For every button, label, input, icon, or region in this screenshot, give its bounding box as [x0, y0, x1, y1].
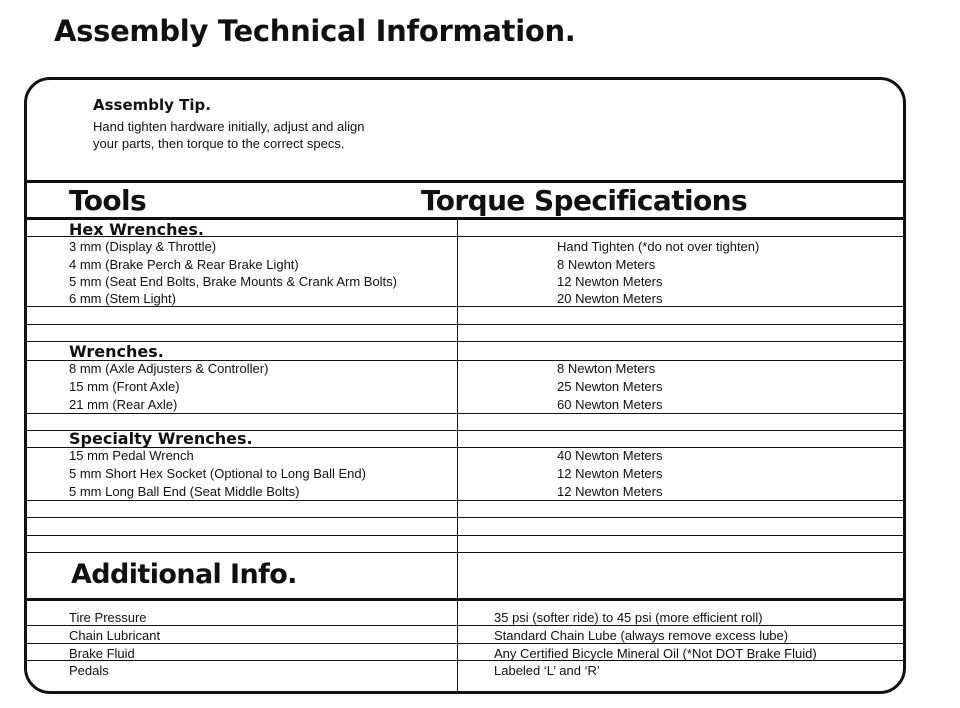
table-row — [27, 465, 903, 483]
tool-cell: 15 mm (Front Axle) — [69, 379, 180, 394]
section-title-hex: Hex Wrenches. — [69, 220, 204, 239]
spec-cell: 12 Newton Meters — [557, 484, 663, 499]
info-value: Labeled ‘L’ and ‘R’ — [494, 663, 600, 678]
info-value: 35 psi (softer ride) to 45 psi (more efficient roll) — [494, 610, 763, 625]
tool-cell: 6 mm (Stem Light) — [69, 291, 176, 306]
table-row — [27, 396, 903, 414]
divider — [27, 517, 903, 518]
spec-cell: 8 Newton Meters — [557, 361, 656, 376]
spec-cell: 40 Newton Meters — [557, 448, 663, 463]
spec-cell: 12 Newton Meters — [557, 466, 663, 481]
tool-cell: 5 mm Long Ball End (Seat Middle Bolts) — [69, 484, 300, 499]
spec-cell: 20 Newton Meters — [557, 291, 663, 306]
info-label: Tire Pressure — [69, 610, 147, 625]
spec-cell: Hand Tighten (*do not over tighten) — [557, 239, 760, 254]
info-value: Any Certified Bicycle Mineral Oil (*Not DOT Brake Fluid) — [494, 646, 817, 661]
tech-info-card — [24, 77, 906, 694]
spec-cell: 25 Newton Meters — [557, 379, 663, 394]
section-title-specialty: Specialty Wrenches. — [69, 429, 253, 448]
table-row — [27, 483, 903, 501]
tool-cell: 5 mm Short Hex Socket (Optional to Long Ball End) — [69, 466, 366, 481]
table-row — [27, 238, 903, 256]
divider — [27, 180, 903, 183]
divider — [27, 598, 903, 601]
assembly-tip-line-1: Hand tighten hardware initially, adjust and align — [93, 119, 365, 134]
info-value: Standard Chain Lube (always remove excess lube) — [494, 628, 789, 643]
tool-cell: 4 mm (Brake Perch & Rear Brake Light) — [69, 257, 299, 272]
tools-header: Tools — [69, 184, 147, 217]
assembly-tip-line-2: your parts, then torque to the correct specs. — [93, 136, 345, 151]
table-row — [27, 609, 903, 627]
assembly-tip-heading: Assembly Tip. — [93, 96, 211, 114]
info-label: Pedals — [69, 663, 109, 678]
tool-cell: 15 mm Pedal Wrench — [69, 448, 194, 463]
tool-cell: 8 mm (Axle Adjusters & Controller) — [69, 361, 269, 376]
page-title: Assembly Technical Information. — [54, 14, 576, 48]
spec-cell: 12 Newton Meters — [557, 274, 663, 289]
torque-header: Torque Specifications — [421, 184, 748, 217]
additional-info-title: Additional Info. — [71, 559, 297, 590]
info-label: Brake Fluid — [69, 646, 135, 661]
table-row — [27, 627, 903, 645]
table-row — [27, 447, 903, 465]
spec-cell: 8 Newton Meters — [557, 257, 656, 272]
info-label: Chain Lubricant — [69, 628, 161, 643]
spec-cell: 60 Newton Meters — [557, 397, 663, 412]
table-row — [27, 290, 903, 308]
section-title-wrenches: Wrenches. — [69, 342, 164, 361]
table-row — [27, 273, 903, 291]
divider — [27, 324, 903, 325]
table-row — [27, 360, 903, 378]
table-row — [27, 645, 903, 663]
table-row — [27, 662, 903, 680]
assembly-tip — [93, 96, 364, 152]
table-row — [27, 378, 903, 396]
divider — [27, 535, 903, 536]
tool-cell: 5 mm (Seat End Bolts, Brake Mounts & Crank Arm Bolts) — [69, 274, 398, 289]
divider — [27, 552, 903, 553]
tool-cell: 3 mm (Display & Throttle) — [69, 239, 217, 254]
tool-cell: 21 mm (Rear Axle) — [69, 397, 178, 412]
table-row — [27, 256, 903, 274]
